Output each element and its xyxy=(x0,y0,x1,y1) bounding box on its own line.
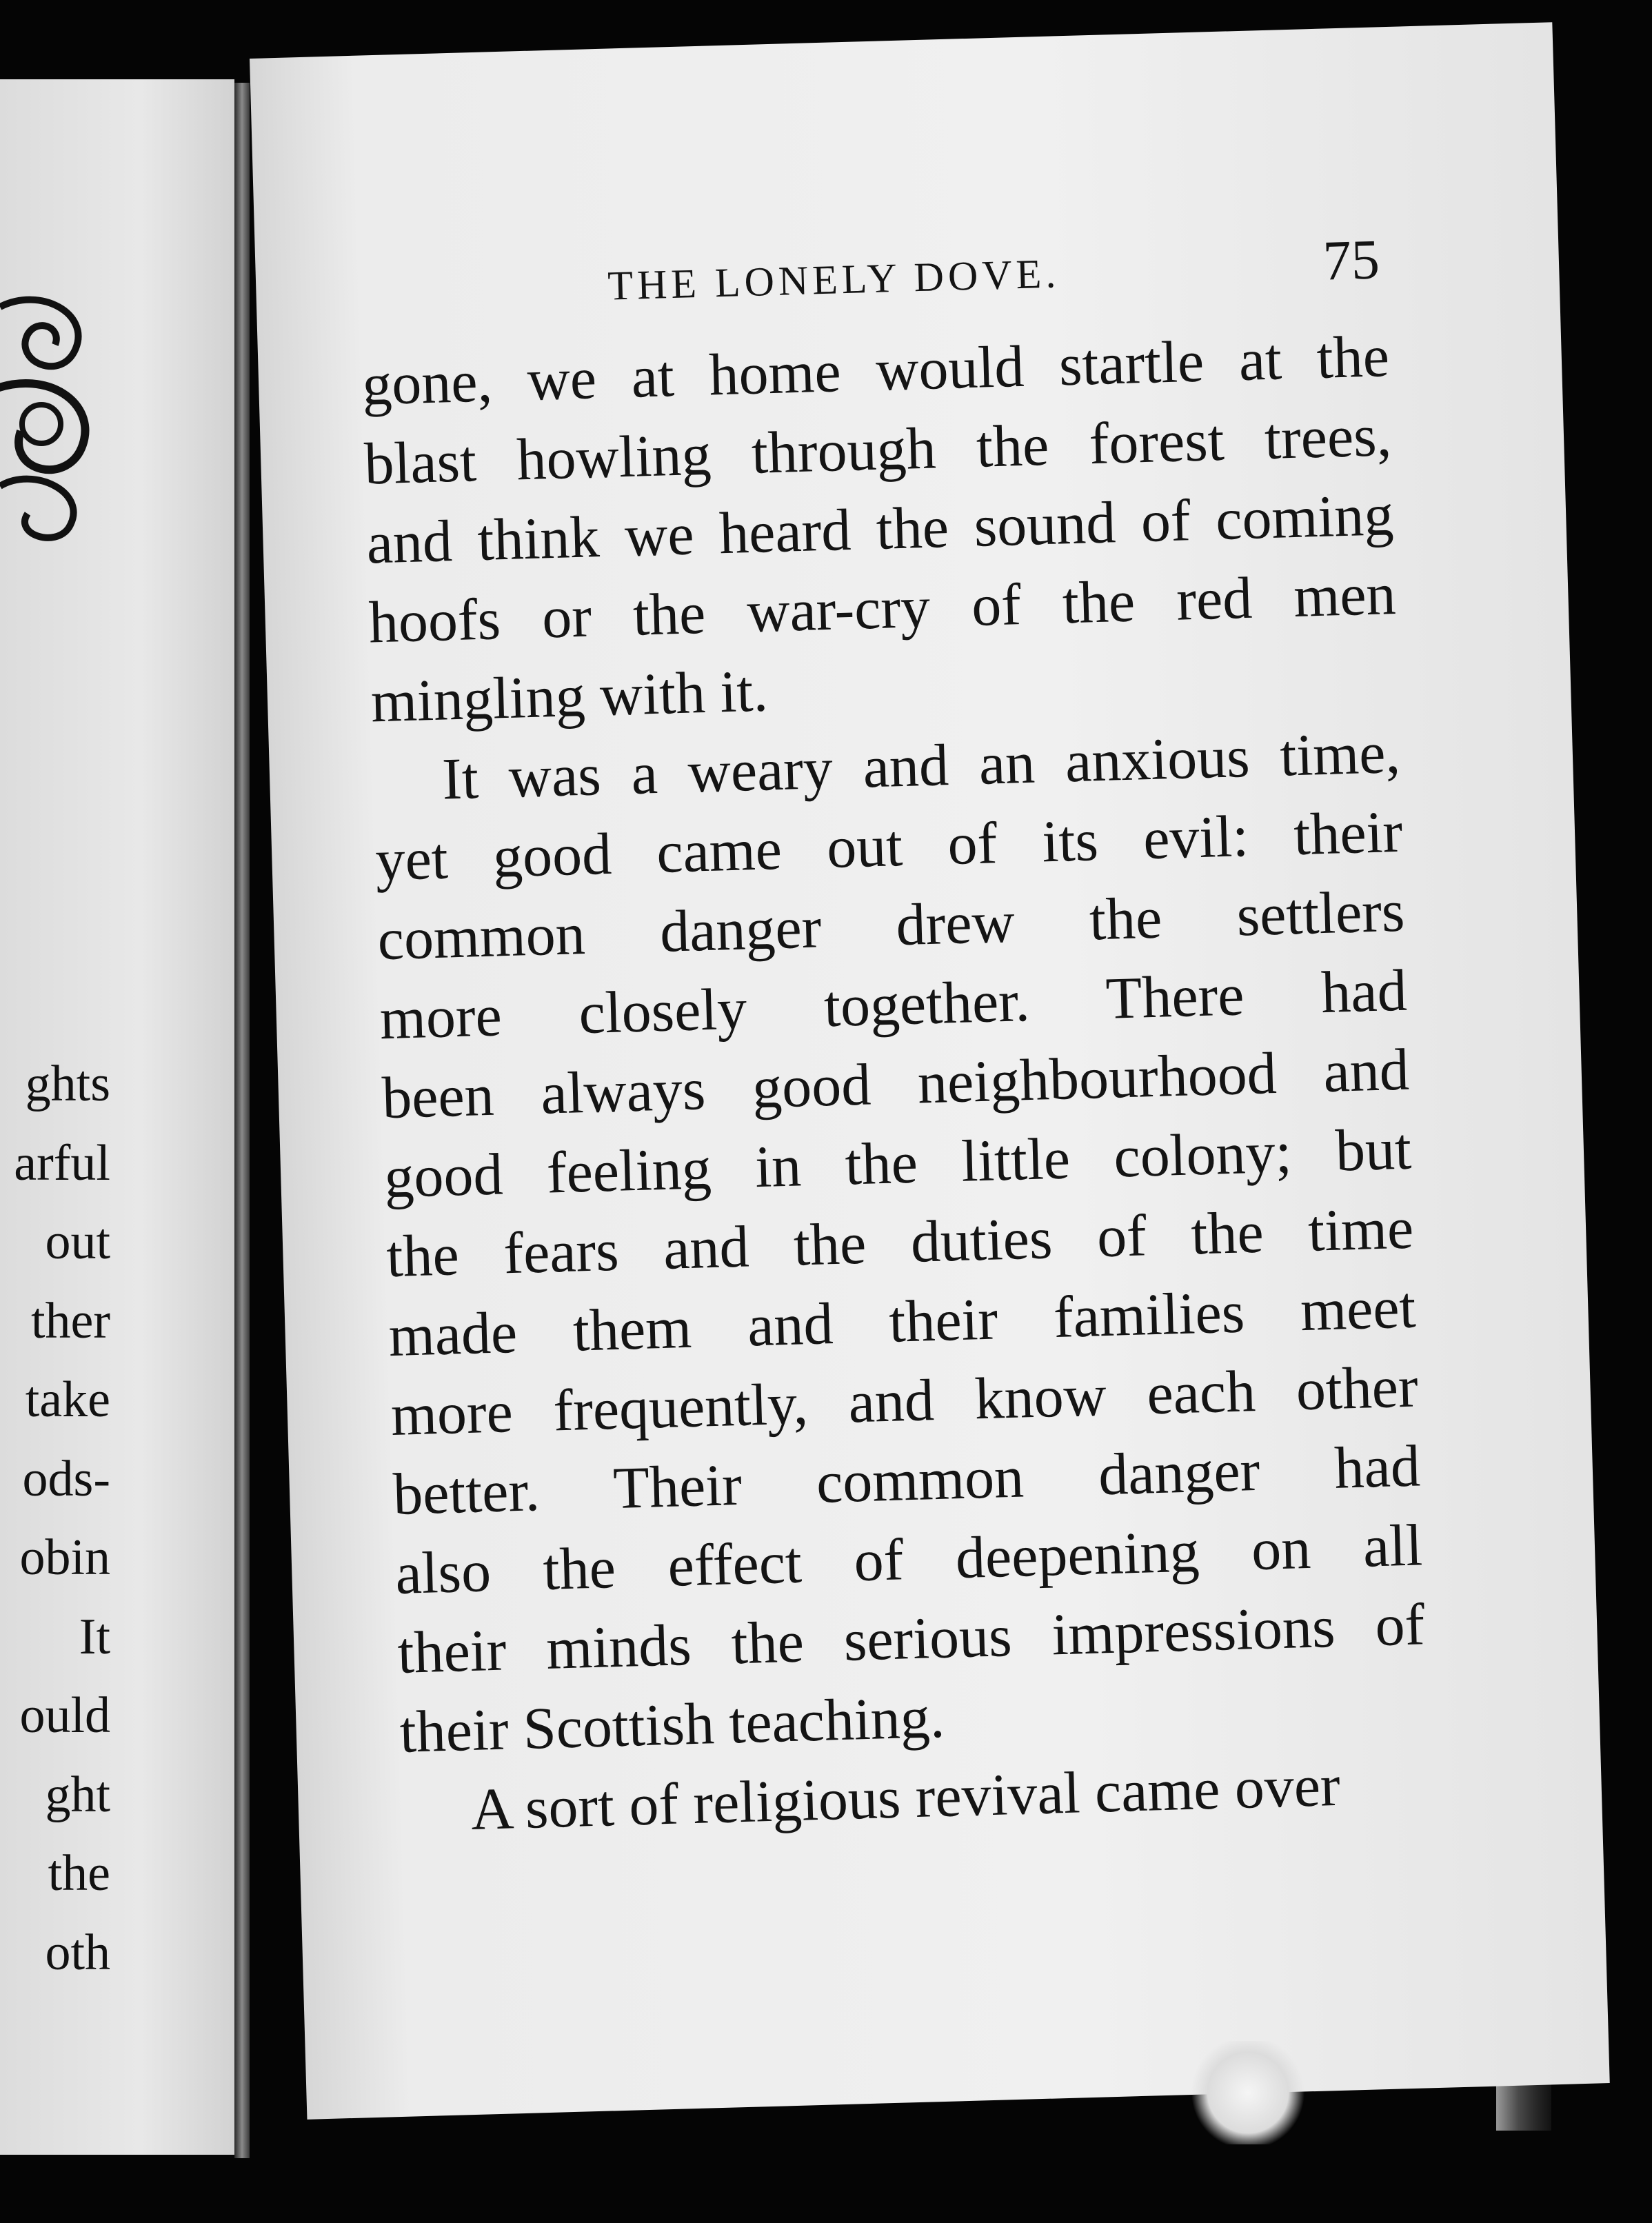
left-fragment: ods- xyxy=(22,1450,110,1507)
text-line: their Scottish teaching. xyxy=(399,1683,946,1765)
left-fragment: out xyxy=(45,1214,110,1270)
text-line: good feeling in the little colony; but xyxy=(383,1115,1413,1211)
text-line: mingling with it. xyxy=(370,657,769,735)
left-fragment: the xyxy=(48,1845,110,1902)
text-line: made them and their families meet xyxy=(387,1274,1417,1369)
left-fragment: ther xyxy=(30,1292,110,1349)
paper-damage xyxy=(1186,2041,1310,2144)
text-line: the fears and the duties of the time xyxy=(385,1194,1415,1290)
left-fragment: arful xyxy=(14,1134,110,1191)
page-number: 75 xyxy=(1322,228,1381,292)
text-line: also the effect of deepening on all xyxy=(394,1511,1424,1607)
text-line: hoofs or the war-cry of the red men xyxy=(367,560,1397,656)
book-gutter xyxy=(234,83,250,2158)
text-line: common danger drew the settlers xyxy=(376,877,1406,973)
text-line: blast howling through the forest trees, xyxy=(363,401,1393,497)
paragraph xyxy=(372,713,1428,1772)
text-block xyxy=(358,213,1430,1851)
text-line: more frequently, and know each other xyxy=(390,1353,1419,1449)
text-line: been always good neighbourhood and xyxy=(381,1036,1410,1131)
left-page xyxy=(0,79,234,2155)
left-fragment: ght xyxy=(45,1766,110,1823)
text-line: A sort of religious revival came over xyxy=(470,1751,1341,1843)
paragraph xyxy=(361,316,1399,741)
text-line: and think we heard the sound of coming xyxy=(365,481,1395,576)
text-line: more closely together. There had xyxy=(379,956,1408,1052)
text-line: their minds the serious impressions of xyxy=(396,1591,1426,1686)
text-line: better. Their common danger had xyxy=(392,1432,1421,1527)
text-line: yet good came out of its evil: their xyxy=(374,798,1404,894)
left-fragment: ghts xyxy=(25,1056,110,1112)
text-line: It was a weary and an anxious time, xyxy=(441,718,1402,812)
running-title: THE LONELY DOVE. xyxy=(607,250,1061,309)
left-fragment: take xyxy=(25,1371,110,1428)
left-fragment: obin xyxy=(19,1529,110,1586)
left-fragment: ould xyxy=(19,1687,110,1744)
ornament-initial-icon xyxy=(0,286,103,548)
right-page xyxy=(250,22,1610,2120)
left-fragment: It xyxy=(79,1608,110,1665)
left-page-text-fragments xyxy=(0,1045,110,1992)
left-fragment: oth xyxy=(45,1924,110,1981)
text-line: gone, we at home would startle at the xyxy=(361,323,1391,418)
body-text xyxy=(361,316,1430,1851)
